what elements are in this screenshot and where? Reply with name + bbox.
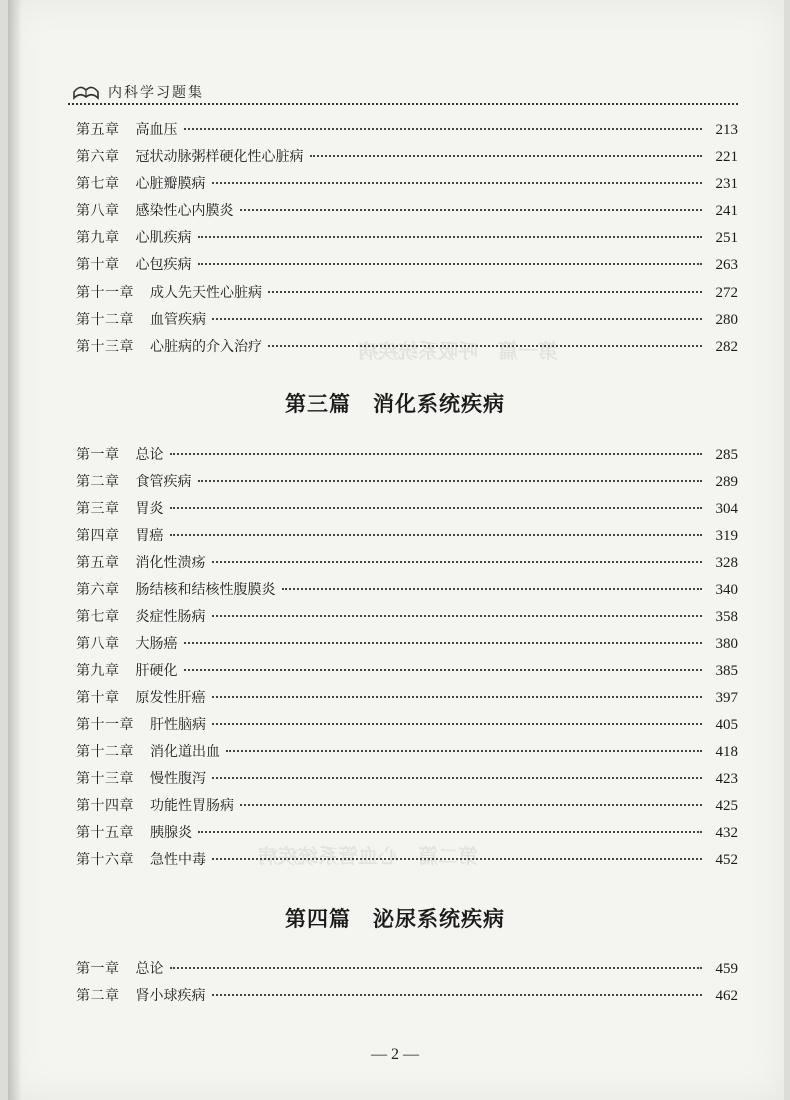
dot-leader: [268, 291, 702, 293]
chapter-number: 第三章: [76, 501, 120, 517]
chapter-number: 第十二章: [76, 744, 134, 760]
chapter-number: 第五章: [76, 555, 120, 571]
dot-leader: [212, 318, 702, 320]
page-number: 385: [715, 663, 738, 679]
chapter-title: 心肌疾病: [135, 230, 192, 246]
toc-entry[interactable]: [76, 551, 738, 575]
page-number: 397: [715, 690, 738, 706]
page-number: 319: [715, 528, 738, 544]
chapter-title: 消化性溃疡: [135, 555, 206, 571]
chapter-title: 冠状动脉粥样硬化性心脏病: [135, 149, 304, 165]
binding-shadow: [8, 0, 22, 1100]
dot-leader: [198, 236, 703, 238]
part-title: 消化系统疾病: [373, 391, 505, 416]
chapter-number: 第五章: [76, 122, 120, 138]
toc-entry[interactable]: [76, 957, 738, 981]
book-title: 内科学习题集: [108, 85, 204, 101]
chapter-title: 心脏瓣膜病: [135, 176, 206, 192]
page-number: 251: [715, 230, 738, 246]
chapter-number: 第十章: [76, 257, 120, 273]
dot-leader: [198, 831, 702, 833]
chapter-number: 第一章: [76, 447, 120, 463]
chapter-title: 胰腺炎: [150, 825, 192, 841]
toc-entry[interactable]: [76, 686, 738, 710]
chapter-number: 第九章: [76, 230, 120, 246]
page-number: 432: [715, 825, 738, 841]
part-heading: [0, 903, 790, 933]
page-number: 380: [715, 636, 738, 652]
toc-entry[interactable]: [76, 226, 738, 250]
page-number: 423: [715, 771, 738, 787]
dot-leader: [198, 263, 703, 265]
chapter-title: 胃炎: [135, 501, 164, 517]
page-number: 340: [715, 582, 738, 598]
page-number: 282: [715, 339, 738, 355]
chapter-number: 第二章: [76, 988, 120, 1004]
chapter-number: 第九章: [76, 663, 120, 679]
dot-leader: [240, 804, 702, 806]
chapter-title: 炎症性肠病: [135, 609, 206, 625]
chapter-number: 第十章: [76, 690, 120, 706]
toc-entry[interactable]: [76, 443, 738, 467]
toc-entry[interactable]: [76, 767, 738, 791]
page-number: 280: [715, 312, 738, 328]
toc-entry[interactable]: [76, 659, 738, 683]
chapter-number: 第七章: [76, 609, 120, 625]
chapter-title: 肠结核和结核性腹膜炎: [135, 582, 276, 598]
dot-leader: [170, 453, 703, 455]
toc-entry[interactable]: [76, 253, 738, 277]
chapter-number: 第七章: [76, 176, 120, 192]
part-title: 泌尿系统疾病: [373, 906, 505, 931]
header-rule: [68, 103, 738, 105]
dot-leader: [212, 615, 703, 617]
page-number: 425: [715, 798, 738, 814]
bleed-through-text: 第二篇 心血管系统疾病: [258, 844, 478, 868]
chapter-title: 血管疾病: [150, 312, 206, 328]
dot-leader: [170, 507, 703, 509]
toc-entry[interactable]: [76, 524, 738, 548]
chapter-title: 肾小球疾病: [135, 988, 206, 1004]
page-number: 328: [715, 555, 738, 571]
dot-leader: [226, 750, 702, 752]
dot-leader: [170, 967, 703, 969]
dot-leader: [212, 561, 703, 563]
dot-leader: [184, 128, 703, 130]
dot-leader: [212, 994, 703, 996]
chapter-number: 第一章: [76, 961, 120, 977]
toc-entry[interactable]: [76, 172, 738, 196]
toc-entry[interactable]: [76, 740, 738, 764]
chapter-number: 第十三章: [76, 771, 134, 787]
page-number: 452: [715, 852, 738, 868]
page-number: 418: [715, 744, 738, 760]
chapter-title: 急性中毒: [150, 852, 206, 868]
chapter-title: 消化道出血: [150, 744, 220, 760]
page-number: 213: [715, 122, 738, 138]
chapter-title: 慢性腹泻: [150, 771, 206, 787]
chapter-title: 总论: [135, 961, 164, 977]
chapter-number: 第十一章: [76, 285, 134, 301]
page-number: 459: [715, 961, 738, 977]
chapter-number: 第十五章: [76, 825, 134, 841]
page-number: 304: [715, 501, 738, 517]
book-icon: [72, 82, 100, 100]
page-folio: — 2 —: [371, 1046, 419, 1063]
chapter-title: 心脏病的介入治疗: [150, 339, 262, 355]
chapter-number: 第十一章: [76, 717, 134, 733]
chapter-number: 第八章: [76, 636, 120, 652]
toc-entry[interactable]: [76, 713, 738, 737]
chapter-number: 第十四章: [76, 798, 134, 814]
chapter-title: 高血压: [135, 122, 178, 138]
dot-leader: [212, 696, 703, 698]
chapter-number: 第六章: [76, 149, 120, 165]
toc-entry[interactable]: [76, 199, 738, 223]
chapter-number: 第十二章: [76, 312, 134, 328]
chapter-title: 大肠癌: [135, 636, 178, 652]
page-number: 241: [715, 203, 738, 219]
toc-entry[interactable]: [76, 335, 738, 359]
chapter-title: 原发性肝癌: [135, 690, 206, 706]
chapter-title: 心包疾病: [135, 257, 192, 273]
page-number: 285: [715, 447, 738, 463]
toc-entry[interactable]: [76, 281, 738, 305]
page-number: 462: [715, 988, 738, 1004]
toc-entry[interactable]: [76, 470, 738, 494]
dot-leader: [268, 345, 702, 347]
toc-entry[interactable]: [76, 821, 738, 845]
chapter-number: 第二章: [76, 474, 120, 490]
dot-leader: [240, 209, 703, 211]
page-number: 289: [715, 474, 738, 490]
page-number: 221: [715, 149, 738, 165]
chapter-title: 成人先天性心脏病: [150, 285, 262, 301]
toc-entry[interactable]: [76, 308, 738, 332]
chapter-title: 总论: [135, 447, 164, 463]
page-number: 263: [715, 257, 738, 273]
toc-entry[interactable]: [76, 118, 738, 142]
chapter-title: 食管疾病: [135, 474, 192, 490]
chapter-title: 功能性胃肠病: [150, 798, 234, 814]
dot-leader: [198, 480, 703, 482]
toc-entry[interactable]: [76, 145, 738, 169]
chapter-number: 第十三章: [76, 339, 134, 355]
dot-leader: [212, 858, 702, 860]
chapter-number: 第四章: [76, 528, 120, 544]
chapter-title: 肝性脑病: [150, 717, 206, 733]
part-number: 第三篇: [285, 391, 351, 416]
chapter-title: 胃癌: [135, 528, 164, 544]
toc-entry[interactable]: [76, 632, 738, 656]
chapter-number: 第六章: [76, 582, 120, 598]
chapter-title: 肝硬化: [135, 663, 178, 679]
part-number: 第四篇: [285, 906, 351, 931]
page-number: 358: [715, 609, 738, 625]
part-heading: [0, 388, 790, 418]
dot-leader: [212, 182, 703, 184]
toc-entry[interactable]: [76, 497, 738, 521]
page-number: 272: [715, 285, 738, 301]
chapter-number: 第八章: [76, 203, 120, 219]
dot-leader: [184, 669, 703, 671]
bleed-through-text: 第一篇 呼吸系统疾病: [358, 339, 558, 363]
dot-leader: [212, 777, 702, 779]
dot-leader: [184, 642, 703, 644]
chapter-title: 感染性心内膜炎: [135, 203, 234, 219]
toc-entry[interactable]: [76, 848, 738, 872]
page-number: 231: [715, 176, 738, 192]
dot-leader: [310, 155, 703, 157]
toc-entry[interactable]: [76, 794, 738, 818]
chapter-number: 第十六章: [76, 852, 134, 868]
toc-entry[interactable]: [76, 984, 738, 1008]
dot-leader: [170, 534, 703, 536]
dot-leader: [282, 588, 703, 590]
dot-leader: [212, 723, 702, 725]
toc-entry[interactable]: [76, 605, 738, 629]
toc-entry[interactable]: [76, 578, 738, 602]
page-number: 405: [715, 717, 738, 733]
